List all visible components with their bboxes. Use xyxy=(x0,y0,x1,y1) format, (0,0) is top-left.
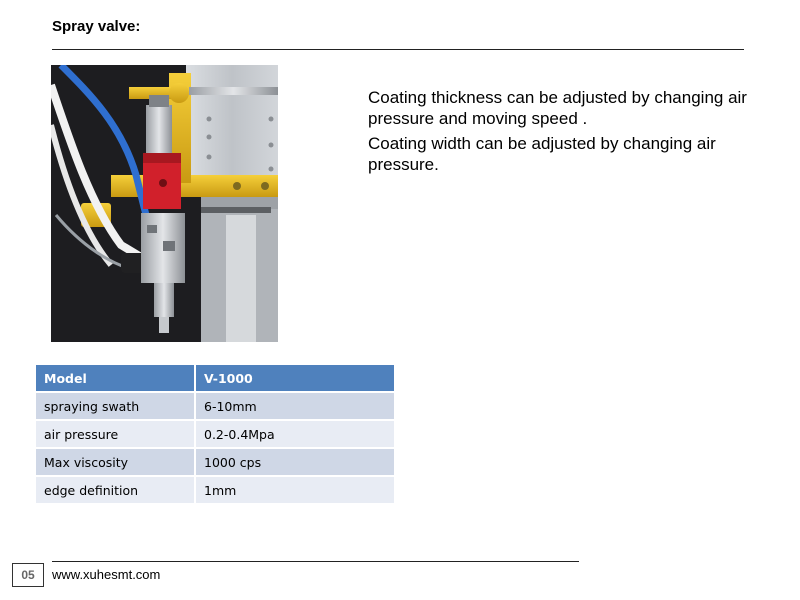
table-cell: Max viscosity xyxy=(36,449,196,477)
table-cell: 0.2-0.4Mpa xyxy=(196,421,394,449)
title-divider xyxy=(52,49,744,50)
table-header-cell: Model xyxy=(36,365,196,393)
description-thickness: Coating thickness can be adjusted by changing air pressure and moving speed . xyxy=(368,88,747,128)
table-cell: 6-10mm xyxy=(196,393,394,421)
table-row xyxy=(36,449,394,477)
page-number-badge: 05 xyxy=(12,563,44,587)
description xyxy=(368,87,778,179)
table-cell: 1000 cps xyxy=(196,449,394,477)
table-cell: 1mm xyxy=(196,477,394,505)
website-url[interactable]: www.xuhesmt.com xyxy=(52,567,161,582)
spec-table xyxy=(36,365,394,505)
footer-divider xyxy=(52,561,579,562)
table-row xyxy=(36,393,394,421)
table-row xyxy=(36,421,394,449)
table-cell: air pressure xyxy=(36,421,196,449)
table-cell: edge definition xyxy=(36,477,196,505)
description-width: Coating width can be adjusted by changing air pressure. xyxy=(368,134,716,174)
page-title: Spray valve: xyxy=(52,18,141,35)
table-cell: spraying swath xyxy=(36,393,196,421)
table-header-row xyxy=(36,365,394,393)
table-row xyxy=(36,477,394,505)
spray-valve-photo xyxy=(51,65,278,342)
table-header-cell: V-1000 xyxy=(196,365,394,393)
